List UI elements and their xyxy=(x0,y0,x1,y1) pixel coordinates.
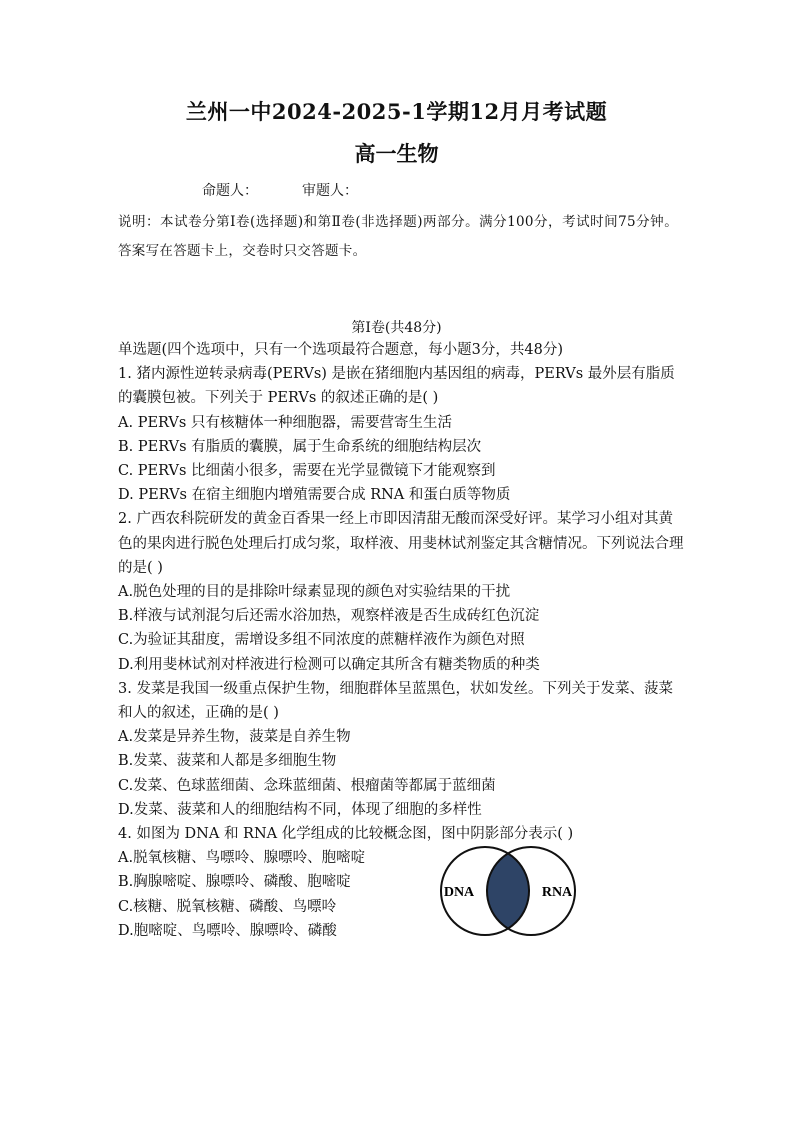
section-title: 第Ⅰ卷(共48分) xyxy=(351,320,442,336)
author-label: 命题人： xyxy=(202,183,258,199)
question-1-option-a: A. PERVs 只有核糖体一种细胞器，需要营寄生生活 xyxy=(118,414,452,431)
question-1-option-c: C. PERVs 比细菌小很多，需要在光学显微镜下才能观察到 xyxy=(118,463,496,480)
question-1-option-d: D. PERVs 在宿主细胞内增殖需要合成 RNA 和蛋白质等物质 xyxy=(118,487,511,504)
question-2-option-d: D.利用斐林试剂对样液进行检测可以确定其所含有糖类物质的种类 xyxy=(118,656,540,673)
question-4-stem: 4. 如图为 DNA 和 RNA 化学组成的比较概念图，图中阴影部分表示( ) xyxy=(118,826,574,843)
question-4-option-c: C.核糖、脱氧核糖、磷酸、鸟嘌呤 xyxy=(118,898,337,915)
question-content xyxy=(118,338,684,943)
question-4-option-d: D.胞嘧啶、鸟嘌呤、腺嘌呤、磷酸 xyxy=(118,922,337,939)
question-1-stem: 1. 猪内源性逆转录病毒(PERVs) 是嵌在猪细胞内基因组的病毒，PERVs 最外层有脂质的囊膜包被。下列关于 PERVs 的叙述正确的是( ) xyxy=(118,366,675,407)
question-3-stem: 3. 发菜是我国一级重点保护生物，细胞群体呈蓝黑色，状如发丝。下列关于发菜、菠菜和人的叙述，正确的是( ) xyxy=(118,680,673,722)
dna-rna-venn-diagram xyxy=(433,842,583,940)
question-3-option-c: C.发菜、色球蓝细菌、念珠蓝细菌、根瘤菌等都属于蓝细菌 xyxy=(118,777,496,794)
reviewer-label: 审题人： xyxy=(302,183,358,199)
exam-subtitle: 高一生物 xyxy=(354,141,439,166)
question-2-option-a: A.脱色处理的目的是排除叶绿素显现的颜色对实验结果的干扰 xyxy=(118,584,511,601)
question-3-option-d: D.发菜、菠菜和人的细胞结构不同，体现了细胞的多样性 xyxy=(118,801,482,818)
exam-note: 说明：本试卷分第Ⅰ卷(选择题)和第Ⅱ卷(非选择题)两部分。满分100分，考试时间75分钟。答案写在答题卡上，交卷时只交答题卡。 xyxy=(118,214,678,259)
question-1-option-b: B. PERVs 有脂质的囊膜，属于生命系统的细胞结构层次 xyxy=(118,438,482,455)
question-4-option-b: B.胸腺嘧啶、腺嘌呤、磷酸、胞嘧啶 xyxy=(118,874,351,891)
question-3-option-a: A.发菜是异养生物，菠菜是自养生物 xyxy=(118,729,351,746)
question-3-option-b: B.发菜、菠菜和人都是多细胞生物 xyxy=(118,753,337,770)
question-4-option-a: A.脱氧核糖、鸟嘌呤、腺嘌呤、胞嘧啶 xyxy=(118,850,366,867)
exam-title: 兰州一中2024-2025-1学期12月月考试题 xyxy=(185,99,608,124)
authors-line xyxy=(202,180,402,200)
question-2-stem: 2. 广西农科院研发的黄金百香果一经上市即因清甜无酸而深受好评。某学习小组对其黄色的果肉进行脱色处理后打成匀浆，取样液、用斐林试剂鉴定其含糖情况。下列说法合理的是( ) xyxy=(118,511,684,576)
question-2-option-c: C.为验证其甜度，需增设多组不同浓度的蔗糖样液作为颜色对照 xyxy=(118,632,525,649)
question-2-option-b: B.样液与试剂混匀后还需水浴加热，观察样液是否生成砖红色沉淀 xyxy=(118,608,540,625)
venn-rna-label: RNA xyxy=(541,885,573,901)
section-instruction: 单选题(四个选项中，只有一个选项最符合题意，每小题3分，共48分) xyxy=(118,342,563,358)
venn-dna-label: DNA xyxy=(443,885,475,901)
question-4-block xyxy=(118,822,684,943)
